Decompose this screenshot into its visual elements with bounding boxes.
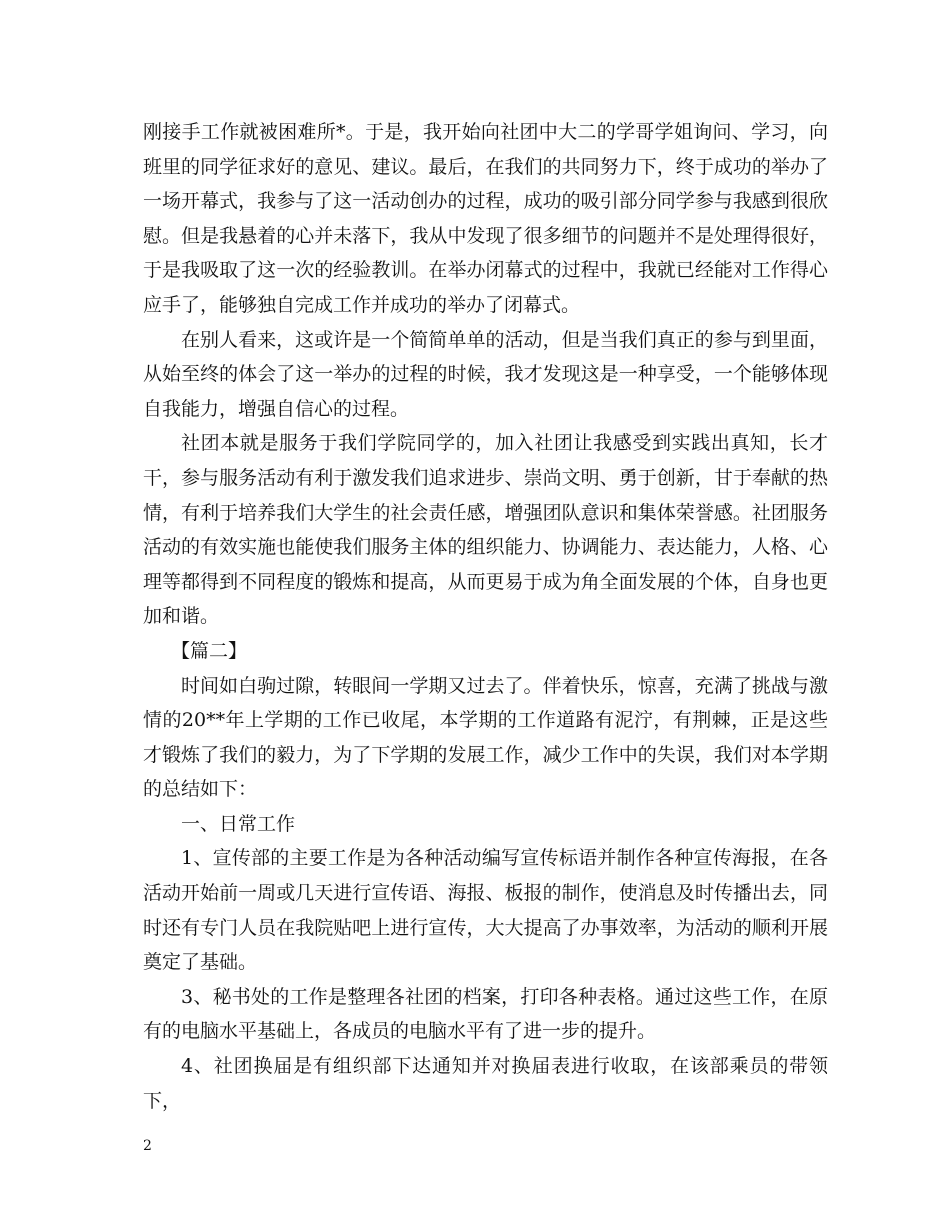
body-text: [143, 115, 828, 1118]
page-number: 2: [143, 1138, 152, 1154]
section-heading: 【篇二】: [171, 639, 248, 662]
paragraph: 社团本就是服务于我们学院同学的，加入社团让我感受到实践出真知，长才干，参与服务活动有利于激发我们追求进步、崇尚文明、勇于创新，甘于奉献的热情，有利于培养我们大学生的社会责任感，增强团队意识和集体荣誉感。社团服务活动的有效实施也能使我们服务主体的组织能力、协调能力、表达能力，人格、心理等都得到不同程度的锻炼和提高，从而更易于成为角全面发展的个体，自身也更加和谐。: [143, 432, 828, 628]
paragraph: 1、宣传部的主要工作是为各种活动编写宣传标语并制作各种宣传海报，在各活动开始前一周或几天进行宣传语、海报、板报的制作，使消息及时传播出去，同时还有专门人员在我院贴吧上进行宣传，大大提高了办事效率，为活动的顺利开展奠定了基础。: [143, 847, 828, 974]
paragraph: 4、社团换届是有组织部下达通知并对换届表进行收取，在该部乘员的带领下，: [143, 1055, 828, 1112]
paragraph: 在别人看来，这或许是一个简简单单的活动，但是当我们真正的参与到里面，从始至终的体会了这一举办的过程的时候，我才发现这是一种享受，一个能够体现自我能力，增强自信心的过程。: [143, 328, 828, 420]
paragraph: 时间如白驹过隙，转眼间一学期又过去了。伴着快乐，惊喜，充满了挑战与激情的20**年上学期的工作已收尾，本学期的工作道路有泥泞，有荆棘，正是这些才锻炼了我们的毅力，为了下学期的发展工作，减少工作中的失误，我们对本学期的总结如下：: [143, 674, 828, 801]
paragraph: 3、秘书处的工作是整理各社团的档案，打印各种表格。通过这些工作，在原有的电脑水平基础上，各成员的电脑水平有了进一步的提升。: [143, 985, 828, 1043]
subsection-heading: 一、日常工作: [181, 812, 296, 835]
paragraph-continuation: 刚接手工作就被困难所*。于是，我开始向社团中大二的学哥学姐询问、学习，向班里的同学征求好的意见、建议。最后，在我们的共同努力下，终于成功的举办了一场开幕式，我参与了这一活动创办的过程，成功的吸引部分同学参与我感到很欣慰。但是我悬着的心并未落下，我从中发现了很多细节的问题并不是处理得很好，于是我吸取了这一次的经验教训。在举办闭幕式的过程中，我就已经能对工作得心应手了，能够独自完成工作并成功的举办了闭幕式。: [143, 121, 828, 316]
